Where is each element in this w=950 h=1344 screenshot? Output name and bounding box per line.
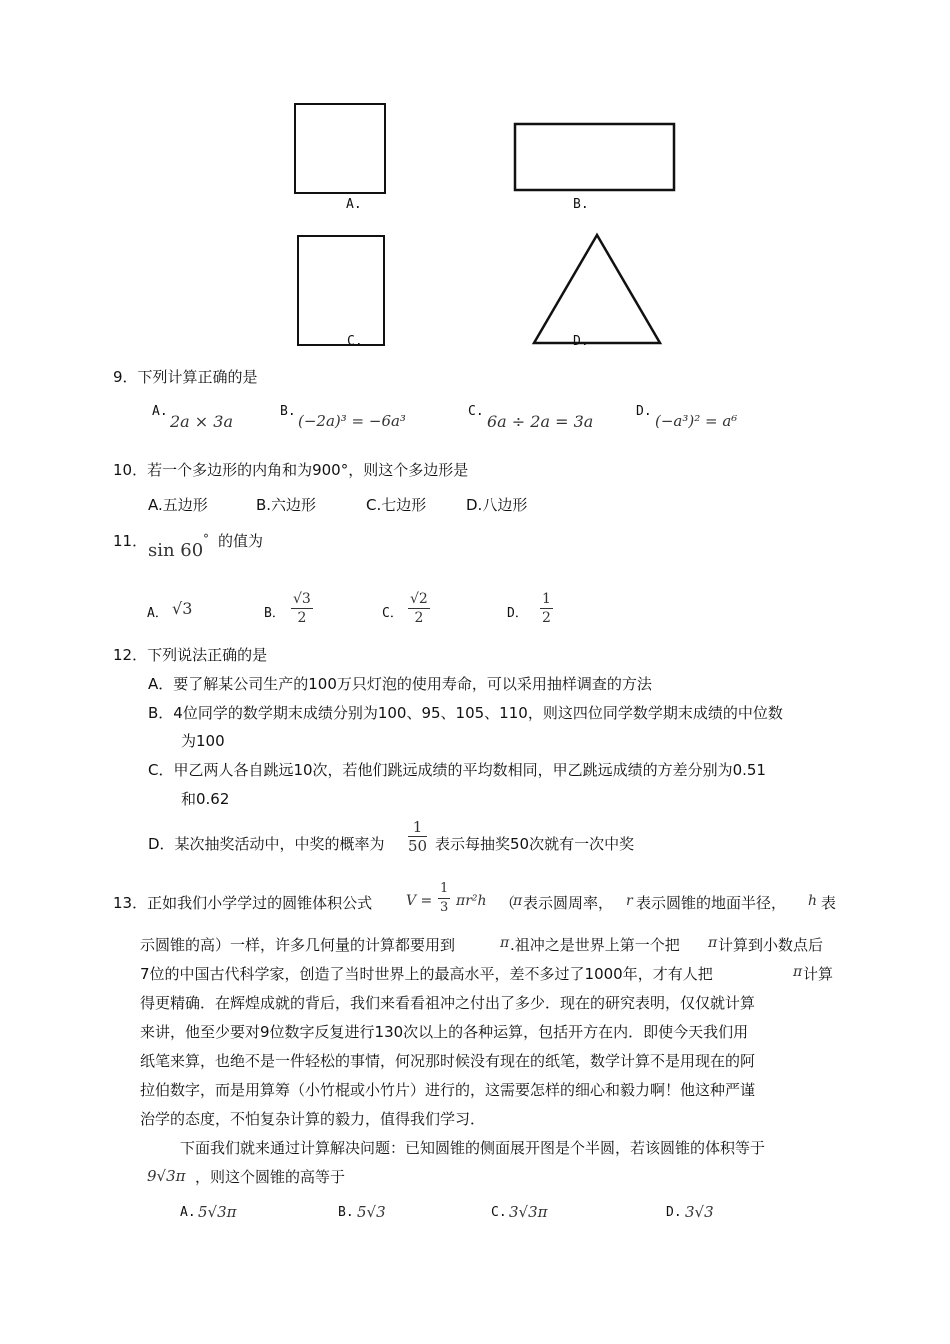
q13-option-a-label: A.	[180, 1205, 196, 1220]
q9-stem: 9．下列计算正确的是	[113, 368, 258, 386]
q13-formula-v: V =	[406, 893, 433, 909]
q9-option-d-expr: (−a³)² = a⁶	[655, 412, 738, 430]
q13-option-b-expr: 5√3	[357, 1203, 386, 1221]
q9-option-a-expr: 2a × 3a	[170, 412, 234, 431]
q11-sin-expression: sin 60	[148, 540, 204, 561]
q11-option-d-denominator: 2	[542, 610, 551, 626]
figure-b-label: B.	[573, 197, 589, 212]
q13-option-b-label: B.	[338, 1205, 354, 1220]
q13-volume-expr: 9√3π	[147, 1167, 186, 1185]
q13-line2-pi2: π	[708, 935, 718, 951]
q9-option-b-expr: (−2a)³ = −6a³	[298, 412, 406, 430]
q12-option-a: A．要了解某公司生产的100万只灯泡的使用寿命，可以采用抽样调查的方法	[148, 675, 652, 693]
q13-formula-numerator: 1	[438, 880, 450, 899]
shape-figures	[0, 0, 950, 360]
q13-line2-pi: π	[500, 935, 510, 951]
q11-option-d-fraction	[540, 590, 553, 627]
q10-stem: 10．若一个多边形的内角和为900°，则这个多边形是	[113, 461, 469, 479]
q13-option-c-expr: 3√3π	[509, 1203, 548, 1221]
q13-line1-h: h	[808, 893, 818, 909]
q11-option-b-label: B．	[264, 606, 285, 621]
q13-line1-a: 13．正如我们小学学过的圆锥体积公式	[113, 894, 373, 912]
q13-line8: 治学的态度，不怕复杂计算的毅力，值得我们学习．	[140, 1110, 486, 1128]
q12-option-d-suffix: 表示每抽奖50次就有一次中奖	[435, 835, 635, 853]
q9-option-b-label: B.	[280, 404, 296, 419]
q11-stem-tail: 的值为	[218, 532, 264, 550]
q13-option-d-label: D.	[666, 1205, 682, 1220]
q13-line1-d: 表示圆锥的地面半径，	[636, 894, 787, 912]
q13-line3-b: 计算	[803, 965, 834, 983]
q10-option-d: D.八边形	[466, 496, 528, 514]
q13-line1-r: r	[626, 893, 633, 909]
q12-option-c-line1: C．甲乙两人各自跳远10次，若他们跳远成绩的平均数相同，甲乙跳远成绩的方差分别为0.51	[148, 761, 766, 779]
q12-option-c-line2: 和0.62	[181, 790, 230, 808]
q13-option-a-expr: 5√3π	[198, 1203, 237, 1221]
q13-line9: 下面我们就来通过计算解决问题：已知圆锥的侧面展开图是个半圆，若该圆锥的体积等于	[180, 1139, 766, 1157]
q12-option-d-denominator: 50	[408, 837, 428, 855]
q12-stem: 12．下列说法正确的是	[113, 646, 268, 664]
q13-line1-b: （	[500, 894, 516, 912]
q11-option-a-expr: √3	[172, 599, 193, 618]
q12-option-b-line2: 为100	[181, 732, 225, 750]
q13-line7: 拉伯数字，而是用算筹（小竹棍或小竹片）进行的，这需要怎样的细心和毅力啊！他这种严谨	[140, 1081, 756, 1099]
q13-line1-c: 表示圆周率，	[523, 894, 614, 912]
q11-option-d-label: D．	[507, 606, 528, 621]
q11-option-c-label: C．	[382, 606, 403, 621]
q11-option-b-denominator: 2	[297, 610, 307, 626]
rectangle-figure-c	[298, 236, 384, 345]
q13-line2-c: 计算到小数点后	[718, 936, 824, 954]
q11-option-b-numerator: √3	[293, 591, 311, 607]
q13-line3-a: 7位的中国古代科学家，创造了当时世界上的最高水平，差不多过了1000年，才有人把	[140, 965, 713, 983]
q12-option-d-fraction	[408, 818, 427, 855]
q9-option-a-label: A.	[152, 404, 168, 419]
q11-option-b-fraction	[291, 590, 313, 627]
q13-line6: 纸笔来算，也绝不是一件轻松的事情，何况那时候没有现在的纸笔，数学计算不是用现在的阿	[140, 1052, 756, 1070]
q12-option-b-line1: B．4位同学的数学期末成绩分别为100、95、105、110，则这四位同学数学期末成绩的中位数	[148, 704, 783, 722]
q13-line10-tail: ，则这个圆锥的高等于	[195, 1168, 346, 1186]
q12-option-d-prefix: D．某次抽奖活动中，中奖的概率为	[148, 835, 385, 853]
q10-option-b: B.六边形	[256, 496, 317, 514]
q13-line3-pi: π	[793, 964, 803, 980]
q13-line2-b: .祖冲之是世界上第一个把	[510, 936, 680, 954]
q13-option-c-label: C.	[491, 1205, 507, 1220]
q13-line1-pi: π	[513, 893, 523, 909]
q11-option-d-numerator: 1	[542, 591, 551, 607]
q12-option-d-numerator: 1	[408, 818, 427, 837]
q13-line1-e: 表	[821, 894, 837, 912]
q10-option-c: C.七边形	[366, 496, 427, 514]
q11-option-c-fraction	[408, 590, 430, 627]
triangle-figure-d	[534, 235, 660, 343]
q9-option-c-label: C.	[468, 404, 484, 419]
figure-d-label: D.	[573, 334, 589, 349]
q11-option-c-numerator: √2	[410, 591, 428, 607]
rectangle-figure-b	[515, 124, 674, 190]
q13-line4: 得更精确．在辉煌成就的背后，我们来看看祖冲之付出了多少．现在的研究表明，仅仅就计算	[140, 994, 756, 1012]
square-figure-a	[295, 104, 385, 193]
figure-c-label: C.	[347, 334, 363, 349]
q9-option-c-expr: 6a ÷ 2a = 3a	[487, 412, 594, 431]
figure-a-label: A.	[346, 197, 362, 212]
q13-line5: 来讲，他至少要对9位数字反复进行130次以上的各种运算，包括开方在内．即使今天我们用	[140, 1023, 749, 1041]
q13-option-d-expr: 3√3	[685, 1203, 714, 1221]
q11-number: 11．	[113, 532, 148, 550]
q13-formula-denominator: 3	[440, 900, 449, 915]
q11-degree-sign: °	[203, 532, 209, 546]
q11-option-c-denominator: 2	[414, 610, 424, 626]
q13-formula-tail: πr²h	[456, 893, 487, 909]
q13-formula-fraction	[438, 880, 450, 917]
q9-option-d-label: D.	[636, 404, 652, 419]
q11-option-a-label: A．	[147, 606, 168, 621]
q13-line2-a: 示圆锥的高）一样，许多几何量的计算都要用到	[140, 936, 456, 954]
q10-option-a: A.五边形	[148, 496, 208, 514]
